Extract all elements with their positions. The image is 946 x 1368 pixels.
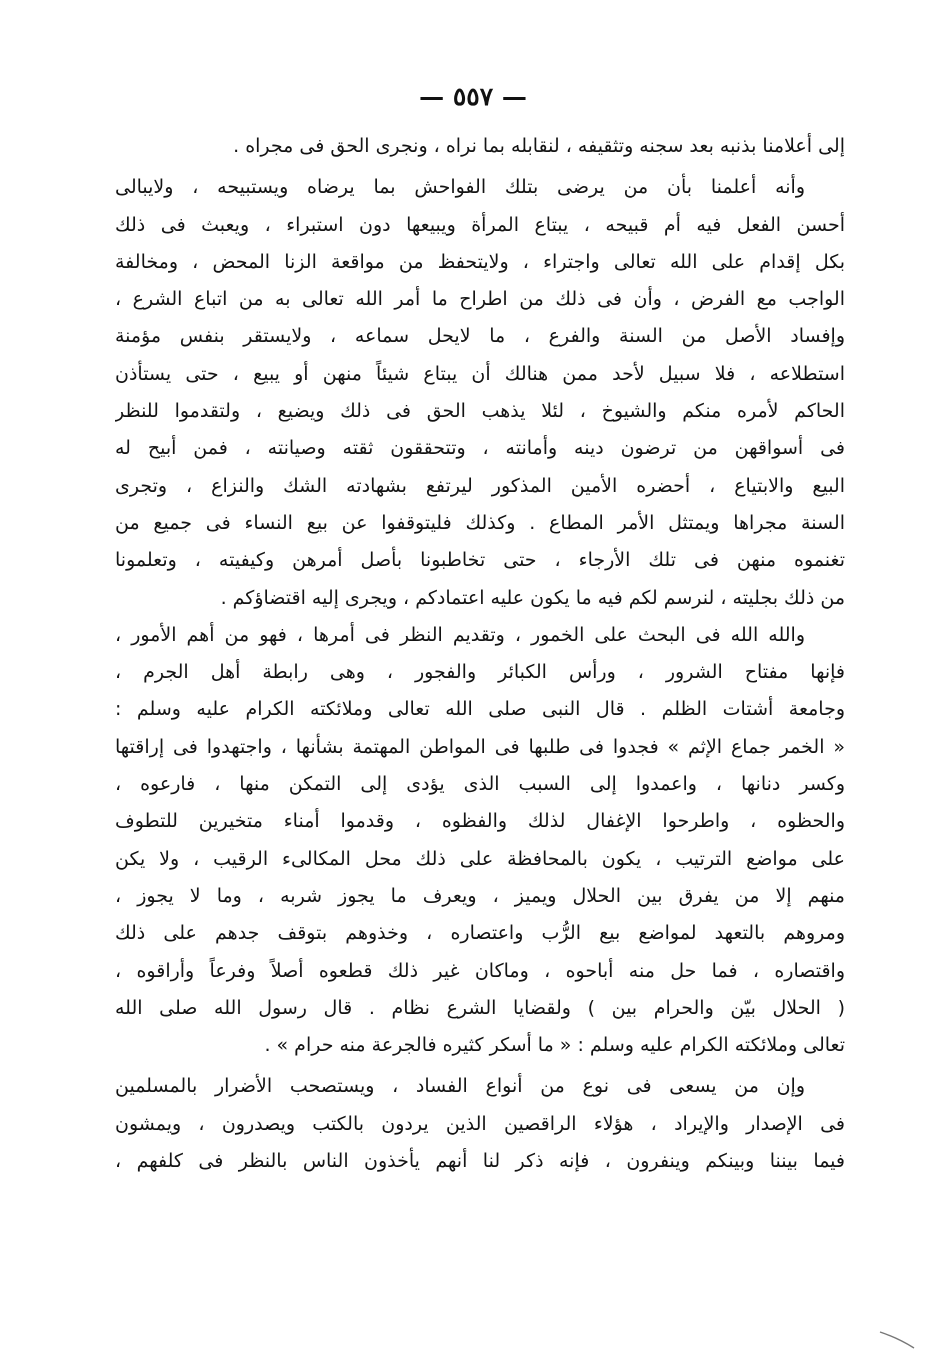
text-line: منهم إلا من يفرق بين الحلال ويميز ، ويعرف ما يجوز شربه ، وما لا يجوز ،: [115, 884, 845, 907]
text-line: فى الإصدار والإيراد ، هؤلاء الراقصين الذين يردون بالكتب ويصدرون ، ويمشون: [115, 1112, 845, 1135]
text-line: وكسر دنانها ، واعمدوا إلى السبب الذى يؤدى إلى التمكن منها ، فارعوه ،: [115, 773, 845, 796]
text-line: تعالى وملائكته الكرام عليه وسلم : « ما أسكر كثيره فالجرعة منه حرام » .: [264, 1034, 845, 1057]
page-number: — ٥٥٧ —: [419, 82, 527, 111]
text-line: والحظوه ، واطرحوا الإغفال لذلك والفظوه ، وقدموا أمناء متخيرين للتطوف: [115, 810, 845, 833]
text-line: « الخمر جماع الإثم » فجدوا فى طلبها فى المواطن المهتمة بشأنها ، واجتهدوا فى إراقتها: [115, 735, 845, 758]
text-line: وإفساد الأصل من السنة والفرع ، ما لايحل سماعه ، ولايستقر بنفس مؤمنة: [115, 325, 845, 348]
text-line: السنة مجراها ويمتثل الأمر المطاع . وكذلك فليتوقفوا عن بيع النساء فى جميع من: [115, 511, 845, 534]
text-line: وإن من يسعى فى نوع من أنواع الفساد ، ويستصحب الأضرار بالمسلمين: [115, 1075, 805, 1098]
text-line: أحسن الفعل فيه أم قبيحه ، يبتاع المرأة ويبيعها دون استبراء ، ويعبث فى ذلك: [115, 213, 845, 236]
text-line: فى أسواقهن من ترضون دينه وأمانته ، وتتحققون ثقته وصيانته ، فمن أبيح له: [115, 437, 845, 460]
corner-fold-mark: [878, 1328, 916, 1350]
body-text: [115, 128, 845, 1180]
text-line: إلى أعلامنا بذنبه بعد سجنه وتثقيفه ، لنقابله بما نراه ، ونجرى الحق فى مجراه .: [233, 135, 845, 157]
text-line: الحاكم لأمره منكم والشيوخ ، لئلا يذهب الحق فى ذلك ويضيع ، ولتقدموا للنظر: [115, 400, 845, 423]
text-line: ( الحلال بيّن والحرام بين ) ولقضايا الشرع نظام . قال رسول الله صلى الله: [115, 996, 845, 1019]
text-line: بكل إقدام على الله تعالى واجتراء ، ولايتحفظ من مواقعة الزنا المحض ، ومخالفة: [115, 250, 845, 273]
text-line: الواجب مع الفرض ، وأن فى ذلك من اطراح ما أمر الله تعالى به من اتباع الشرع ،: [115, 288, 845, 311]
text-line: والله الله فى البحث على الخمور ، وتقديم النظر فى أمرها ، فهو من أهم الأمور ،: [115, 623, 805, 646]
text-line: فيما بيننا وبينكم وينفرون ، فإنه ذكر لنا أنهم يأخذون الناس بالنظر فى كلفهم ،: [115, 1150, 845, 1173]
text-line: تغنموه منهن فى تلك الأرجاء ، حتى تخاطبونا بأصل أمرهن وكيفيته ، وتعلمونا: [115, 549, 845, 572]
text-line: على مواضع الترتيب ، يكون بالمحافظة على ذلك محل المكالىء الرقيب ، ولا يكن: [115, 847, 845, 870]
text-line: من ذلك بجليته ، لنرسم لكم فيه ما يكون عليه اعتمادكم ، ويجرى إليه اقتضاؤكم .: [220, 586, 845, 609]
text-line: فإنها مفتاح الشرور ، ورأس الكبائر والفجور ، وهى رابطة أهل الجرم ،: [115, 661, 845, 684]
text-line: البيع والابتياع ، أحضره الأمين المذكور ليرتفع بشهادته الشك والنزاع ، وتجرى: [115, 474, 845, 497]
text-line: وأنه أعلمنا بأن من يرضى بتلك الفواحش بما يرضاه ويستبيحه ، ولايبالى: [115, 176, 805, 199]
text-line: استطلاعه ، فلا سبيل لأحد ممن هنالك أن يبتاع شيئاً منهن أو يبيع ، حتى يستأذن: [115, 362, 845, 385]
text-line: ومروهم بالتعهد لمواضع بيع الرُّب واعتصاره ، وخذوهم بتوقف جدهم على ذلك: [115, 922, 845, 945]
text-line: وجامعة أشتات الظلم . قال النبى صلى الله تعالى وملائكته الكرام عليه وسلم :: [115, 698, 845, 721]
text-line: واقتصاره ، فما حل منه أباحوه ، وماكان غير ذلك قطعوه أصلاً وفرعاً وأراقوه ،: [115, 959, 845, 982]
